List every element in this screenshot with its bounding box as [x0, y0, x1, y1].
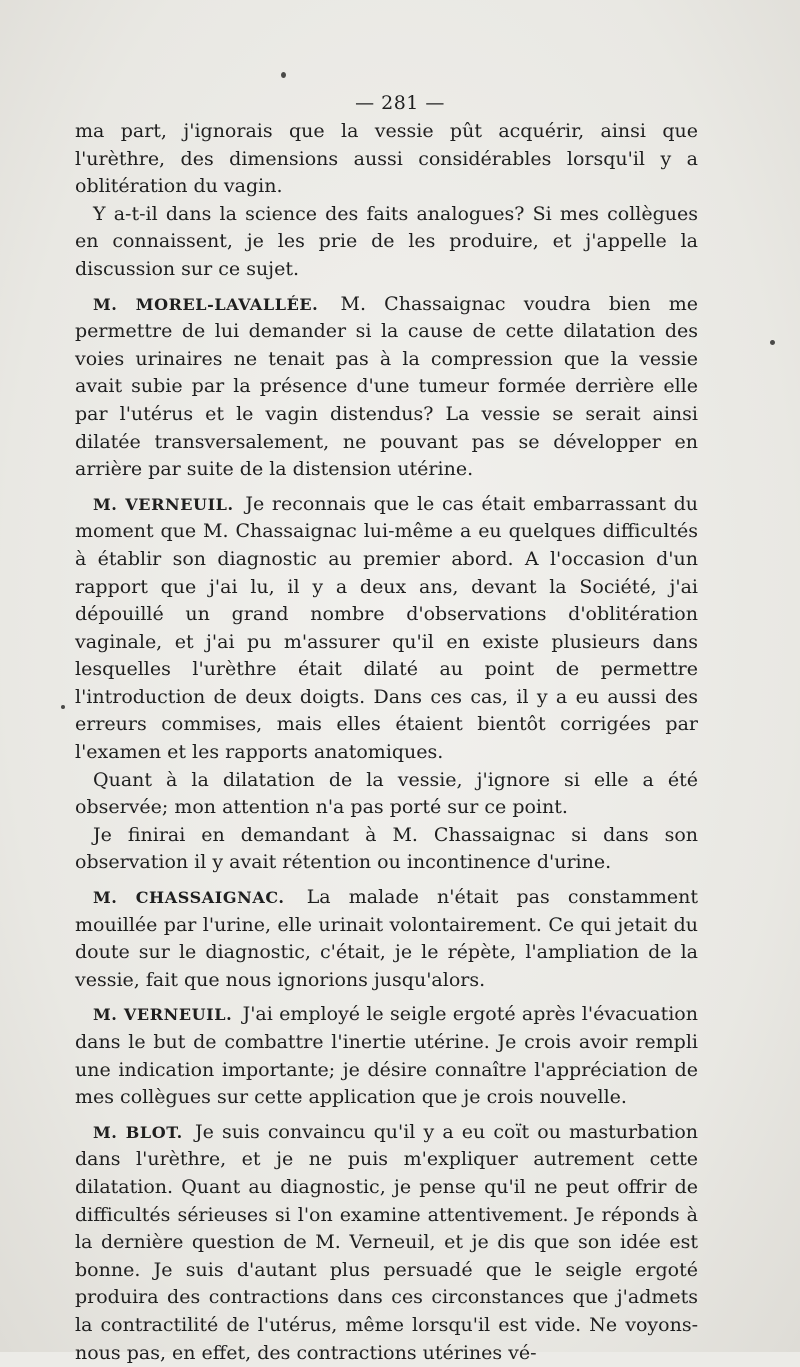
paragraph-7	[75, 884, 698, 994]
paragraph-1	[75, 118, 698, 201]
speaker-name: M. CHASSAIGNAC.	[93, 888, 285, 908]
paragraph-3	[75, 291, 698, 484]
paragraph-4	[75, 491, 698, 767]
paragraph-text: M. Chassaignac voudra bien me permettre de lui demander si la cause de cette dilatation des voies urinaires ne tenait pas à la compression que la vessie avait subie par la présence d'une tumeur formée derrière elle par l'utérus et le vagin distendus? La vessie se serait ainsi dilatée transversalement, ne pouvant pas se développer en arrière par suite de la distension utérine.	[75, 292, 699, 481]
paragraph-9	[75, 1119, 698, 1367]
paragraph-text: Je suis convaincu qu'il y a eu coït ou masturbation dans l'urèthre, et je ne puis m'expliquer autrement cette dilatation. Quant au diagnostic, je pense qu'il ne peut offrir de difficultés sérieuses si l'on examine attentivement. Je réponds à la dernière question de M. Verneuil, et je dis que son idée est bonne. Je suis d'autant plus persuadé que le seigle ergoté produira des contractions dans ces circonstances que j'admets la contractilité de l'utérus, même lorsqu'il est vide. Ne voyons-nous pas, en effet, des contractions utérines vé-	[75, 1120, 698, 1364]
paragraph-6	[75, 822, 698, 877]
page-text	[75, 118, 698, 1367]
paragraph-text: Quant à la dilatation de la vessie, j'ignore si elle a été observée; mon attention n'a pas porté sur ce point.	[75, 768, 698, 819]
paragraph-8	[75, 1001, 698, 1111]
paragraph-text: J'ai employé le seigle ergoté après l'évacuation dans le but de combattre l'inertie utérine. Je crois avoir rempli une indication importante; je désire connaître l'appréciation de mes collègues sur cette application que je crois nouvelle.	[75, 1003, 698, 1109]
paragraph-text: Y a-t-il dans la science des faits analogues? Si mes collègues en connaissent, je les prie de les produire, et j'appelle la discussion sur ce sujet.	[75, 202, 698, 280]
ink-speck	[770, 340, 775, 345]
ink-speck	[61, 705, 65, 709]
paragraph-text: Je reconnais que le cas était embarrassant du moment que M. Chassaignac lui-même a eu quelques difficultés à établir son diagnostic au premier abord. A l'occasion d'un rapport que j'ai lu, il y a deux ans, devant la Société, j'ai dépouillé un grand nombre d'observations d'oblitération vaginale, et j'ai pu m'assurer qu'il en existe plusieurs dans lesquelles l'urèthre était dilaté au point de permettre l'introduction de deux doigts. Dans ces cas, il y a eu aussi des erreurs commises, mais elles étaient bientôt corrigées par l'examen et les rapports anatomiques.	[75, 492, 698, 764]
ink-speck	[281, 72, 286, 78]
paragraph-text: ma part, j'ignorais que la vessie pût acquérir, ainsi que l'urèthre, des dimensions aussi considérables lorsqu'il y a oblitération du vagin.	[75, 120, 698, 198]
speaker-name: M. VERNEUIL.	[93, 1005, 233, 1025]
page-number: — 281 —	[355, 92, 445, 114]
speaker-name: M. MOREL-LAVALLÉE.	[93, 294, 319, 314]
paragraph-2	[75, 201, 698, 284]
paragraph-text: La malade n'était pas constamment mouillée par l'urine, elle urinait volontairement. Ce qui jetait du doute sur le diagnostic, c'était, je le répète, l'ampliation de la vessie, fait que nous ignorions jusqu'alors.	[75, 886, 699, 991]
paragraph-5	[75, 767, 698, 822]
speaker-name: M. BLOT.	[93, 1122, 183, 1142]
speaker-name: M. VERNEUIL.	[93, 494, 234, 514]
paragraph-text: Je finirai en demandant à M. Chassaignac si dans son observation il y avait rétention ou incontinence d'urine.	[75, 823, 698, 874]
